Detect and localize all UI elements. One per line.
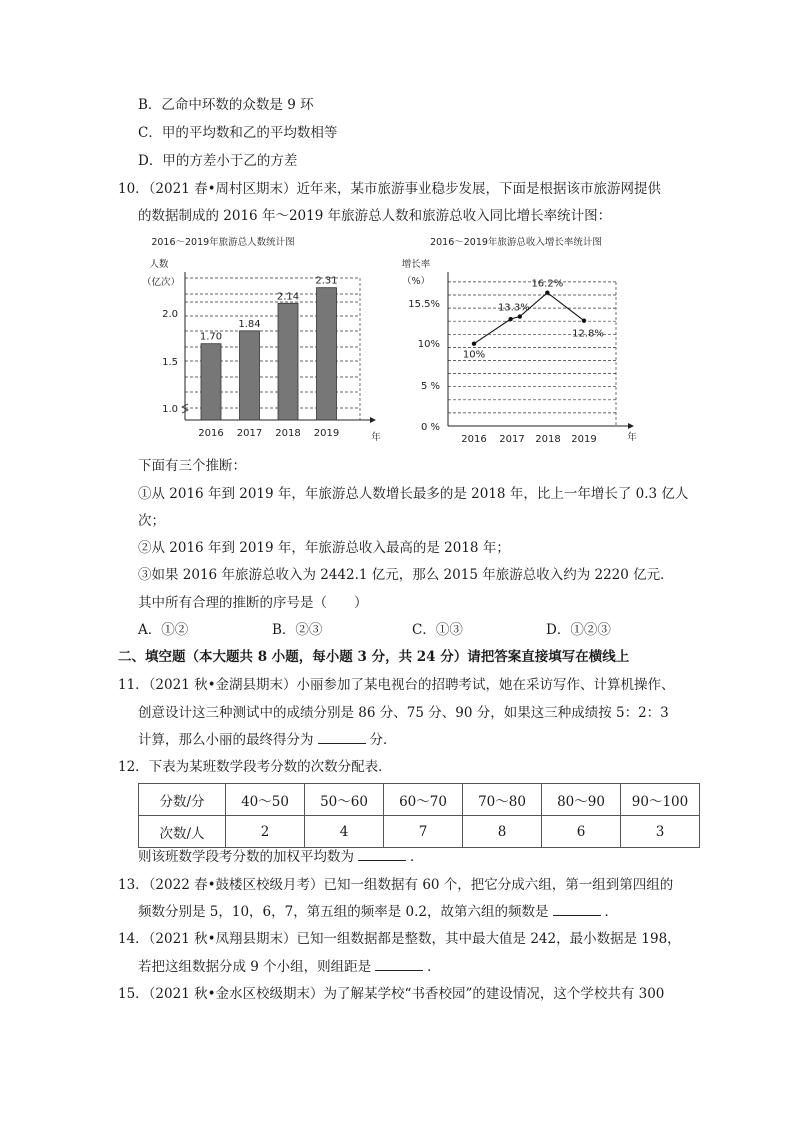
q14-line2-pre: 若把这组数据分成 9 个小组，则组距是 — [138, 959, 372, 975]
growth-point — [518, 314, 522, 318]
q10-question: 其中所有合理的推断的序号是（ ） — [138, 595, 368, 611]
line-ytick-10: 10% — [417, 339, 440, 350]
table-cell: 7 — [384, 816, 463, 848]
q12-answer-blank[interactable] — [358, 848, 406, 861]
bar-2019 — [317, 288, 337, 420]
q10-stem-line1: 10．（2021 春•周村区期末）近年来，某市旅游事业稳步发展，下面是根据该市旅游网提供 — [118, 181, 662, 197]
q10-statement1-line2: 次； — [138, 513, 165, 529]
q11-line1: 11．（2021 秋•金湖县期末）小丽参加了某电视台的招聘考试，她在采访写作、计算机操作、 — [118, 677, 675, 693]
bar-category-label: 2018 — [275, 428, 301, 439]
table-cell: 6 — [542, 816, 621, 848]
bar-chart-ylabel-2: （亿次） — [141, 277, 181, 288]
q10-statement1-line1: ①从 2016 年到 2019 年，年旅游总人数增长最多的是 2018 年，比上一年增长了 0.3 亿人 — [138, 486, 689, 502]
table-cell: 40～50 — [226, 784, 305, 816]
q11-line2: 创意设计这三种测试中的成绩分别是 86 分、75 分、90 分，如果这三种成绩按 5：2：3 — [138, 705, 669, 721]
q14-line2-post: ． — [427, 959, 441, 975]
table-cell: 50～60 — [305, 784, 384, 816]
line-category-label: 2019 — [571, 434, 597, 445]
section2-title: 二、填空题（本大题共 8 小题，每小题 3 分，共 24 分）请把答案直接填写在横线上 — [118, 649, 630, 665]
growth-point-label: 13.3% — [497, 302, 530, 314]
bar-ytick-3: 2.0 — [162, 309, 178, 320]
line-chart-ylabel-2: （%） — [401, 276, 431, 287]
q14-line2 — [138, 958, 441, 976]
q13-line1: 13．（2022 春•鼓楼区校级月考）已知一组数据有 60 个，把它分成六组，第一组到第四组的 — [118, 877, 674, 893]
line-category-label: 2016 — [461, 434, 487, 445]
bar-category-label: 2016 — [198, 428, 224, 439]
q11-answer-blank[interactable] — [318, 731, 366, 744]
growth-point-label: 10% — [462, 349, 486, 361]
bar-2016 — [201, 344, 221, 420]
q12-after-pre: 则该班数学段考分数的加权平均数为 — [138, 849, 354, 865]
growth-point — [545, 290, 549, 294]
frequency-table — [138, 783, 700, 848]
growth-point — [472, 342, 476, 346]
table-cell: 80～90 — [542, 784, 621, 816]
q12-line1: 12．下表为某班数学段考分数的次数分配表． — [118, 759, 392, 775]
x-axis-arrow-icon — [628, 423, 634, 429]
bar-value-label: 1.70 — [199, 331, 223, 343]
q15-line1: 15．（2021 秋•金水区校级期末）为了解某学校“书香校园”的建设情况，这个学校共有 300 — [118, 986, 665, 1002]
axis-break-icon — [182, 404, 188, 413]
q9-option-c: C．甲的平均数和乙的平均数相等 — [138, 125, 338, 141]
q10-statement3: ③如果 2016 年旅游总收入为 2442.1 亿元，那么 2015 年旅游总收入约为 2220 亿元． — [138, 567, 674, 583]
bar-chart-title: 2016～2019年旅游总人数统计图 — [151, 237, 295, 248]
q11-line3 — [138, 731, 397, 749]
bar-value-label: 2.14 — [276, 291, 300, 303]
q10-statement2: ②从 2016 年到 2019 年，年旅游总收入最高的是 2018 年； — [138, 540, 510, 556]
q13-line2 — [138, 903, 618, 921]
bar-ytick-2: 1.5 — [162, 357, 178, 368]
q12-after — [138, 848, 424, 866]
q9-option-b: B．乙命中环数的众数是 9 环 — [138, 97, 314, 113]
q9-option-d: D．甲的方差小于乙的方差 — [138, 153, 298, 169]
table-row — [139, 816, 700, 848]
table-cell: 60～70 — [384, 784, 463, 816]
q12-after-post: ． — [410, 849, 424, 865]
table-cell: 3 — [621, 816, 700, 848]
bar-value-label: 1.84 — [238, 318, 261, 330]
q14-answer-blank[interactable] — [375, 958, 423, 971]
growth-rate-line — [474, 293, 584, 344]
table-cell: 分数/分 — [139, 784, 226, 816]
line-ytick-15: 15.5% — [408, 299, 440, 310]
q13-line2-pre: 频数分别是 5，10，6，7，第五组的频率是 0.2，故第六组的频数是 — [138, 904, 549, 920]
q11-line3-pre: 计算，那么小丽的最终得分为 — [138, 732, 314, 748]
line-category-label: 2018 — [535, 434, 561, 445]
bar-value-label: 2.31 — [315, 275, 338, 287]
line-chart-xlabel: 年 — [627, 432, 637, 443]
bar-category-label: 2019 — [313, 428, 340, 439]
bar-ytick-1: 1.0 — [162, 404, 178, 415]
bar-chart-tourists — [140, 232, 400, 447]
q10-option-d: D．①②③ — [546, 622, 611, 638]
line-chart-ylabel-1: 增长率 — [401, 259, 431, 270]
q10-intro: 下面有三个推断： — [138, 458, 246, 474]
bar-category-label: 2017 — [236, 428, 263, 439]
table-header-row — [139, 784, 700, 816]
q10-option-a: A．①② — [138, 622, 189, 638]
line-category-label: 2017 — [499, 434, 525, 445]
x-axis-arrow-icon — [370, 417, 376, 423]
table-cell: 70～80 — [463, 784, 542, 816]
q10-option-b: B．②③ — [272, 622, 323, 638]
q11-line3-post: 分． — [369, 732, 397, 748]
q14-line1: 14．（2021 秋•凤翔县期末）已知一组数据都是整数，其中最大值是 242，最小数据是 198， — [118, 931, 681, 947]
line-ytick-5: 5 % — [420, 381, 440, 392]
growth-point-label: 16.2% — [531, 278, 564, 290]
line-ytick-0: 0 % — [420, 422, 440, 433]
q10-option-c: C．①③ — [412, 622, 463, 638]
bar-2018 — [278, 303, 298, 420]
table-cell: 8 — [463, 816, 542, 848]
line-chart-growth — [396, 232, 656, 447]
growth-point — [582, 318, 586, 322]
bar-chart-ylabel-1: 人数 — [149, 259, 169, 270]
bar-2017 — [240, 331, 260, 420]
q10-stem-line2: 的数据制成的 2016 年～2019 年旅游总人数和旅游总收入同比增长率统计图： — [138, 208, 612, 224]
line-chart-title: 2016～2019年旅游总收入增长率统计图 — [430, 237, 602, 248]
table-cell: 90～100 — [621, 784, 700, 816]
bar-chart-xlabel: 年 — [371, 432, 381, 443]
q13-answer-blank[interactable] — [553, 903, 601, 916]
growth-point-label: 12.8% — [572, 328, 604, 340]
q13-line2-post: ． — [604, 904, 618, 920]
table-cell: 次数/人 — [139, 816, 226, 848]
growth-point — [508, 317, 512, 321]
table-cell: 4 — [305, 816, 384, 848]
table-cell: 2 — [226, 816, 305, 848]
